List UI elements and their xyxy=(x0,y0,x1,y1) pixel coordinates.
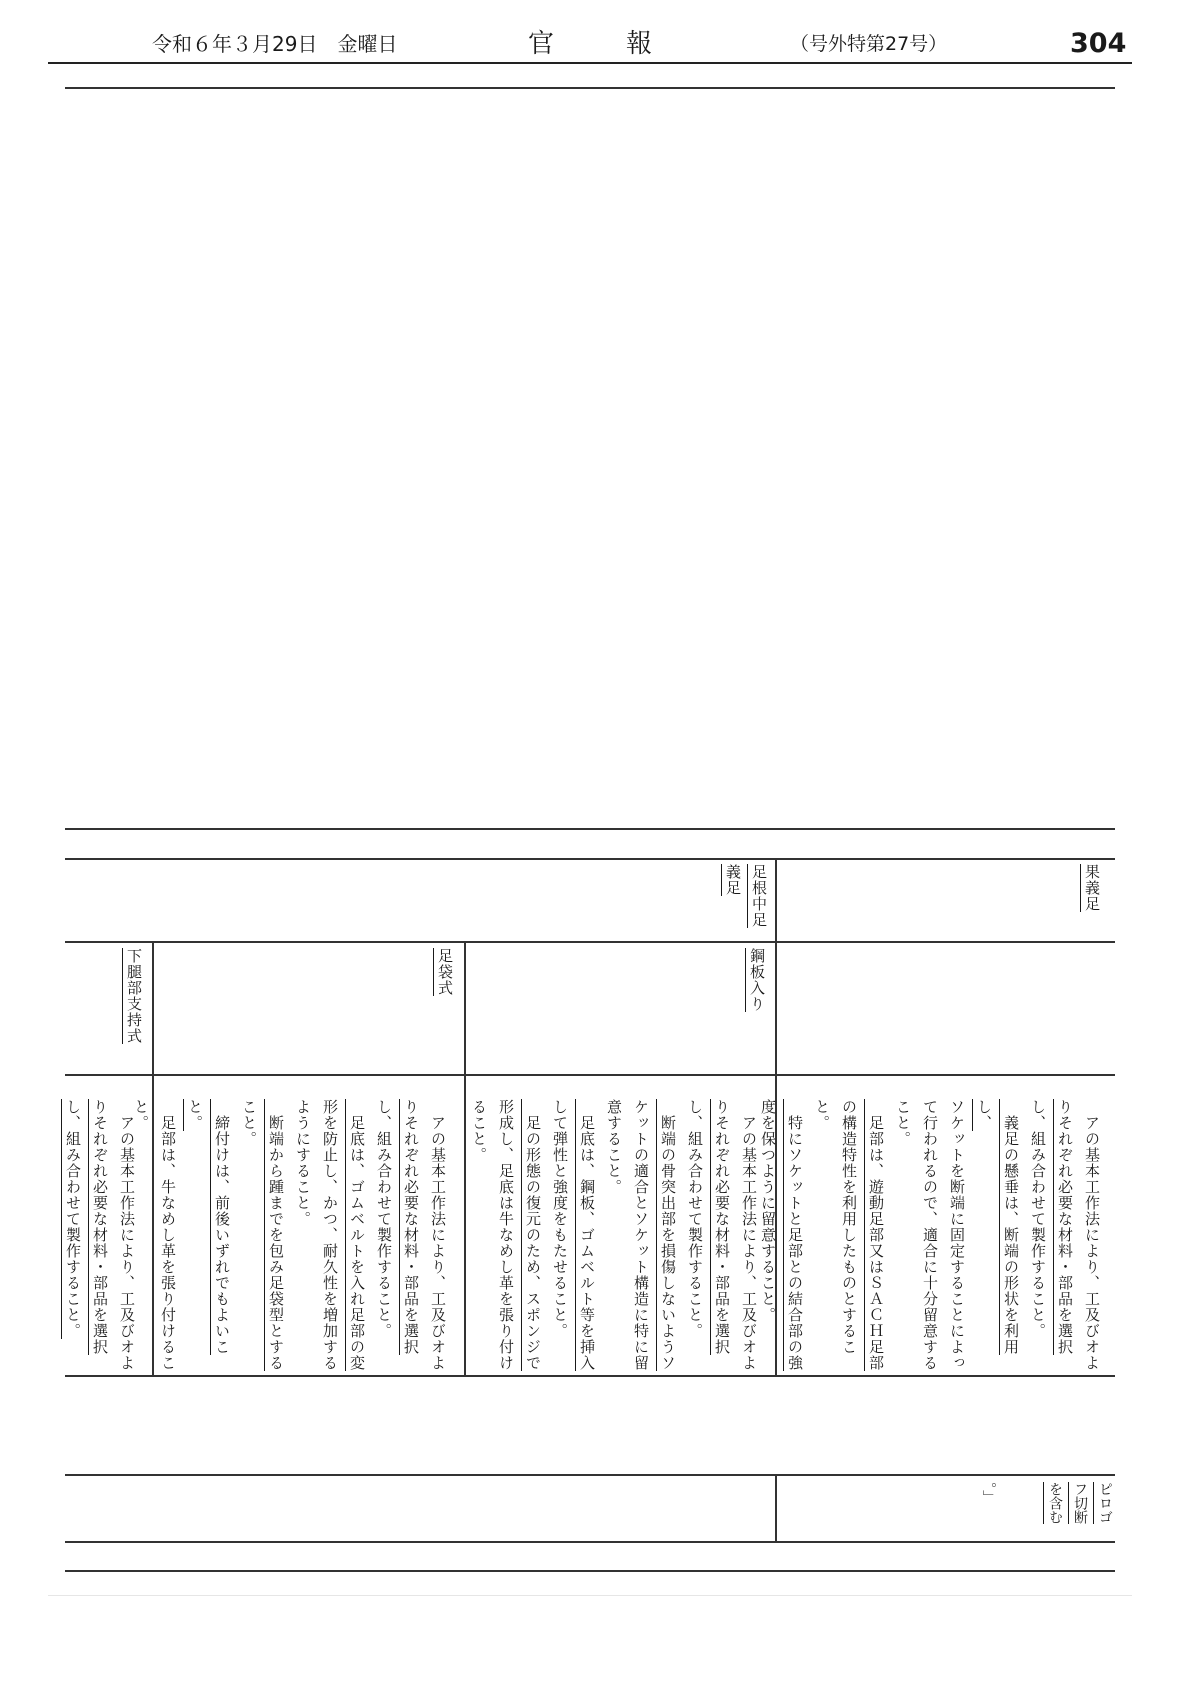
header-date: 令和６年３月29日 金曜日 xyxy=(152,32,398,56)
heading-steel-plate: 鋼板入り xyxy=(748,948,766,1012)
table-top-rule xyxy=(65,858,1115,860)
page-bottom-rule xyxy=(65,1570,1115,1572)
heading-tabi-type: 足袋式 xyxy=(436,948,454,996)
blank-area-bottom-rule xyxy=(65,828,1115,830)
footer-faint-rule xyxy=(48,1595,1132,1596)
header-page-number: 304 xyxy=(1070,28,1127,59)
text-fruit-prosthesis: アの基本工作法により、工及びオよ りそれぞれ必要な材料・部品を選択 し、組み合わせて製作すること。 義足の懸垂は、断端の形状を利用し、 ソケットを断端に固定することによっ て行われるので、適合に十分留意する こと。 足部は、遊動足部又はＳＡＣＨ足部 の構造特性を利用したものとすること。 特にソケットと足部との結合部の強 度を保つように留意すること。 xyxy=(759,1099,1101,1371)
second-table-bottom-rule xyxy=(65,1541,1115,1543)
header-rule xyxy=(48,62,1132,64)
text-tabi-type: アの基本工作法により、工及びオよ りそれぞれ必要な材料・部品を選択 し、組み合わせて製作すること。 足底は、ゴムベルトを入れ足部の変 形を防止し、かつ、耐久性を増加する ようにすること。 断端から踵までを包み足袋型とする こと。 締付けは、前後いずれでもよいこと。 足部は、牛なめし革を張り付けるこ と。 xyxy=(132,1099,447,1371)
second-table-top-rule xyxy=(65,1474,1115,1476)
table-subheader-rule xyxy=(65,1074,1115,1076)
second-table-divider xyxy=(775,1474,777,1541)
table-bottom-rule xyxy=(65,1375,1115,1377)
table-header-rule xyxy=(65,941,1115,943)
top-rule xyxy=(65,87,1115,89)
header-title: 官報 xyxy=(528,29,725,59)
heading-lower-leg-support: 下腿部支持式 xyxy=(125,948,143,1044)
pirogoff-note: 。」 xyxy=(981,1482,997,1505)
text-lower-leg-support: アの基本工作法により、工及びオよ りそれぞれ必要な材料・部品を選択 し、組み合わせて製作すること。 xyxy=(64,1099,136,1371)
heading-fruit-prosthesis: 果義足 xyxy=(1083,864,1101,912)
heading-prosthesis: 義足 xyxy=(724,864,742,896)
heading-tarsometatarsal: 足根中足 xyxy=(750,864,768,928)
heading-pirogoff: ピロゴ フ切断 を含む xyxy=(1047,1482,1113,1524)
header-issue: （号外特第27号） xyxy=(790,33,948,55)
text-steel-plate: アの基本工作法により、工及びオよ りそれぞれ必要な材料・部品を選択 し、組み合わせて製作すること。 断端の骨突出部を損傷しないようソ ケットの適合とソケット構造に特に留 意すること。 足底は、鋼板、ゴムベルト等を挿入 して弾性と強度をもたせること。 足の形態の復元のため、スポンジで 形成し、足底は牛なめし革を張り付け ること。 xyxy=(470,1099,758,1371)
